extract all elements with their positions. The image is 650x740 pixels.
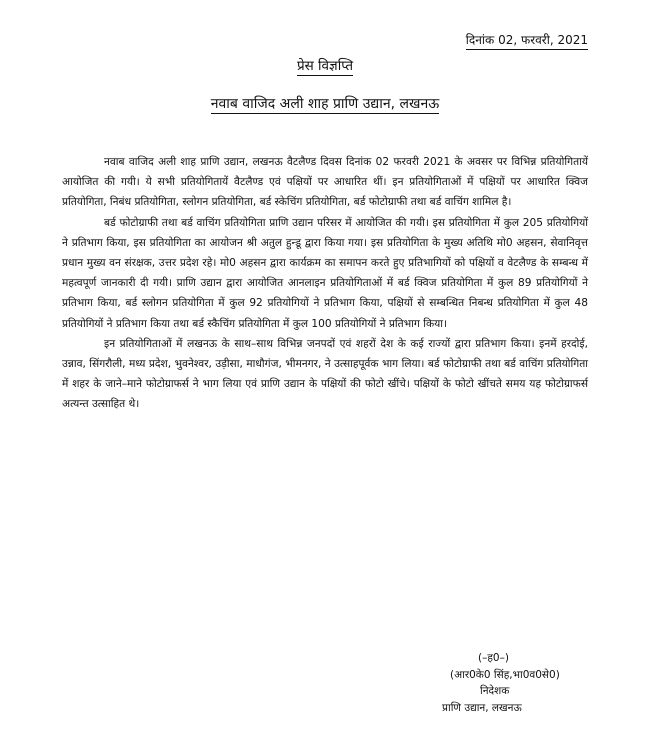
document-subtitle-text: नवाब वाजिद अली शाह प्राणि उद्यान, लखनऊ — [210, 96, 440, 112]
paragraph-1: नवाब वाजिद अली शाह प्राणि उद्यान, लखनऊ वैटलैण्ड दिवस दिनांक 02 फरवरी 2021 के अवसर पर विभिन्न प्रतियोगितायें आयोजित की गयी। ये सभी प्रतियोगितायें वैटलैण्ड एवं पक्षियों पर आधारित थीं। इन प्रतियोगिताओं में पक्षियों पर आधारित क्विज प्रतियोगिता, निबंध प्रतियोगिता, स्लोगन प्रतियोगिता, बर्ड स्केचिंग प्रतियोगिता, बर्ड फोटोग्राफी तथा बर्ड वाचिंग शामिल है। — [62, 156, 588, 209]
paragraph-3: इन प्रतियोगिताओं में लखनऊ के साथ–साथ विभिन्न जनपदों एवं शहरों देश के कई राज्यों द्वारा प्रतिभाग किया। इनमें हरदोई, उन्नाव, सिंगरौली, मध्य प्रदेश, भुवनेश्वर, उड़ीसा, माधौगंज, भीमनगर, ने उत्साहपूर्वक भाग लिया। बर्ड फोटोग्राफी तथा बर्ड वाचिंग प्रतियोगिता में शहर के जाने–माने फोटोग्राफर्स ने भाग लिया एवं प्राणि उद्यान के पक्षियों की फोटो खींचे। पक्षियों के फोटो खींचते समय यह फोटोग्राफर्स अत्यन्त उत्साहित थे। — [62, 337, 588, 411]
release-body — [62, 152, 588, 415]
paragraph-2: बर्ड फोटोग्राफी तथा बर्ड वाचिंग प्रतियोगिता प्राणि उद्यान परिसर में आयोजित की गयी। इस प्रतियोगिता में कुल 205 प्रतियोगियों ने प्रतिभाग किया, इस प्रतियोगिता का आयोजन श्री अतुल हुन्डू द्वारा किया गया। इस प्रतियोगिता के मुख्य अतिथि मो0 अहसन, सेवानिवृत्त प्रधान मुख्य वन संरक्षक, उत्तर प्रदेश रहे। मो0 अहसन द्वारा कार्यक्रम का समापन करते हुए प्रतिभागियों को पक्षियों व वेटलैण्ड के सम्बन्ध में महत्वपूर्ण जानकारी दी गयी। प्राणि उद्यान द्वारा आयोजित आनलाइन प्रतियोगिताओं में बर्ड क्विज प्रतियोगिता में कुल 89 प्रतियोगियों ने प्रतिभाग किया, बर्ड स्लोगन प्रतियोगिता में कुल 92 प्रतियोगियों ने प्रतिभाग किया, पक्षियों से सम्बन्धित निबन्ध प्रतियोगिता में कुल 48 प्रतियोगियों ने प्रतिभाग किया तथा बर्ड स्कैचिंग प्रतियोगिता में कुल 100 प्रतियोगियों ने प्रतिभाग किया। — [62, 216, 588, 330]
signature-block — [430, 650, 590, 716]
document-subtitle — [0, 94, 650, 113]
document-title — [0, 56, 650, 74]
signature-sd: (–ह0–) — [478, 652, 509, 664]
signatory-designation: निदेशक — [480, 685, 510, 697]
release-date: दिनांक 02, फरवरी, 2021 — [466, 31, 588, 50]
document-title-text: प्रेस विज्ञप्ति — [296, 58, 354, 74]
signatory-office: प्राणि उद्यान, लखनऊ — [442, 701, 522, 714]
signatory-name: (आर0के0 सिंह,भा0व0से0) — [450, 668, 560, 681]
